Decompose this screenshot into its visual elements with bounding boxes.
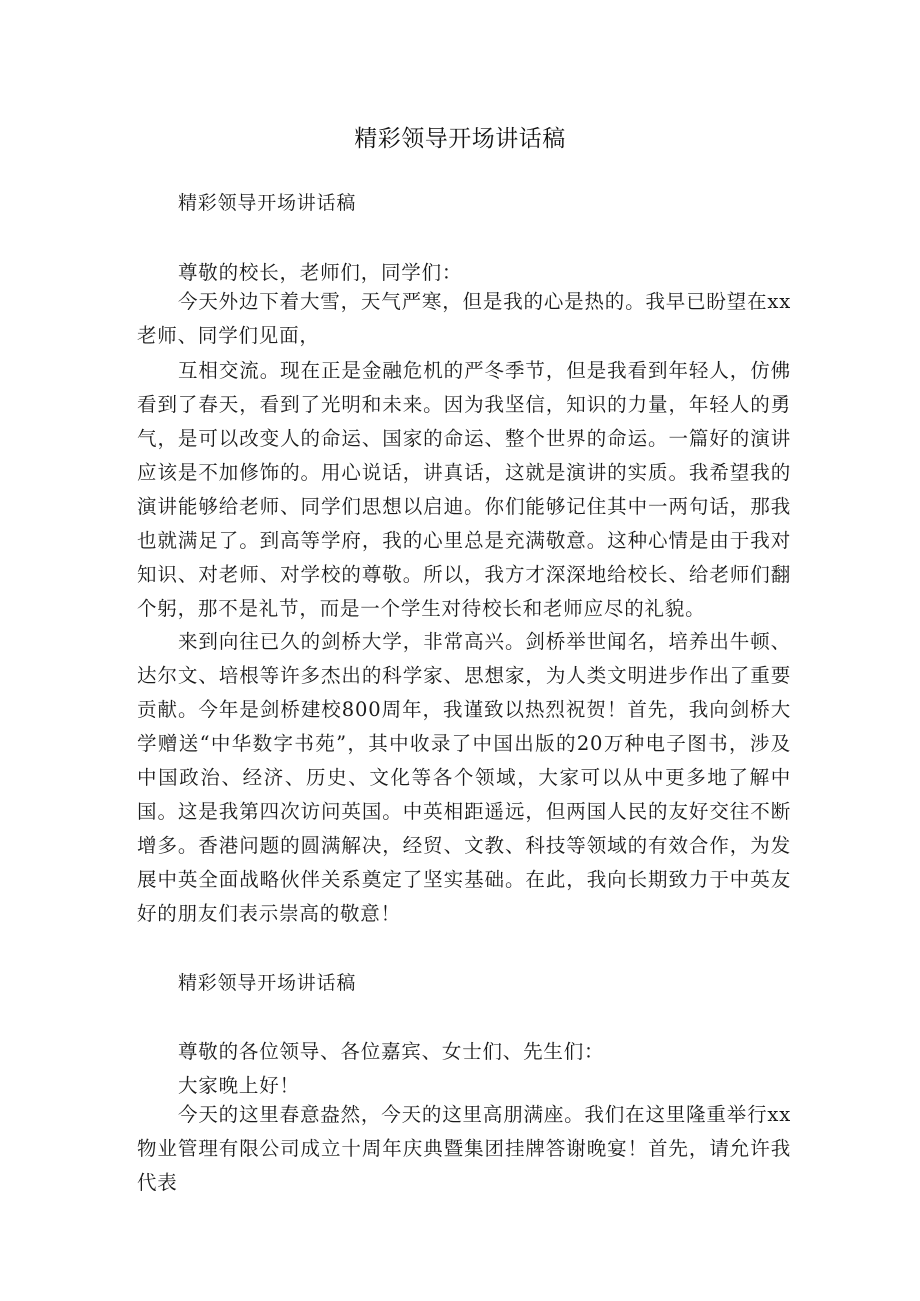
- section1-salutation: 尊敬的校长，老师们，同学们：: [178, 261, 463, 284]
- section2-greeting: 大家晚上好！: [178, 1074, 300, 1097]
- paragraph-text: 今天外边下着大雪，天气严寒，但是我的心是热的。我早已盼望在xx老师、同学们见面，: [137, 290, 791, 347]
- section2-paragraph-1: [137, 1098, 791, 1200]
- paragraph-text: 来到向往已久的剑桥大学，非常高兴。剑桥举世闻名，培养出牛顿、达尔文、培根等许多杰出的科学家、思想家，为人类文明进步作出了重要贡献。今年是剑桥建校800周年，我谨致以热烈祝贺！首先，我向剑桥大学赠送“中华数字书苑”，其中收录了中国出版的20万种电子图书，涉及中国政治、经济、历史、文化等各个领域，大家可以从中更多地了解中国。这是我第四次访问英国。中英相距遥远，但两国人民的友好交往不断增多。香港问题的圆满解决，经贸、文教、科技等领域的有效合作，为发展中英全面战略伙伴关系奠定了坚实基础。在此，我向长期致力于中英友好的朋友们表示崇高的敬意！: [137, 630, 791, 925]
- paragraph-text: 互相交流。现在正是金融危机的严冬季节，但是我看到年轻人，仿佛看到了春天，看到了光明和未来。因为我坚信，知识的力量，年轻人的勇气，是可以改变人的命运、国家的命运、整个世界的命运。一篇好的演讲应该是不加修饰的。用心说话，讲真话，这就是演讲的实质。我希望我的演讲能够给老师、同学们思想以启迪。你们能够记住其中一两句话，那我也就满足了。到高等学府，我的心里总是充满敬意。这种心情是由于我对知识、对老师、对学校的尊敬。所以，我方才深深地给校长、给老师们翻个躬，那不是礼节，而是一个学生对待校长和老师应尽的礼貌。: [137, 359, 791, 620]
- document-title: 精彩领导开场讲话稿: [354, 126, 566, 152]
- section1-paragraph-3: [137, 625, 791, 931]
- section2-subtitle: 精彩领导开场讲话稿: [178, 972, 357, 994]
- section1-paragraph-1: [137, 285, 791, 353]
- section2-salutation: 尊敬的各位领导、各位嘉宾、女士们、先生们：: [178, 1040, 605, 1063]
- paragraph-text: 今天的这里春意盎然，今天的这里高朋满座。我们在这里隆重举行xx物业管理有限公司成立十周年庆典暨集团挂牌答谢晚宴！首先，请允许我代表: [137, 1103, 791, 1194]
- section1-subtitle: 精彩领导开场讲话稿: [178, 192, 357, 214]
- section1-paragraph-2: [137, 354, 791, 626]
